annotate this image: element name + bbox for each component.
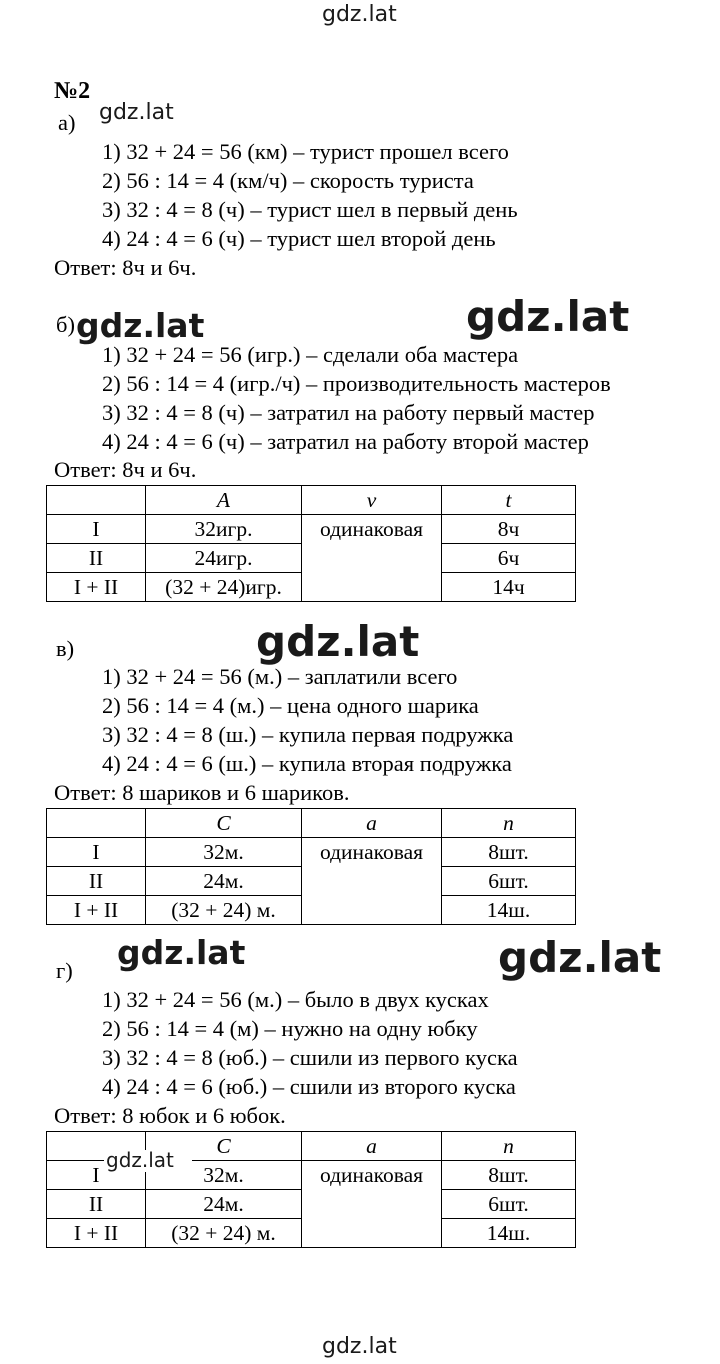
watermark: gdz.lat — [76, 306, 205, 345]
solution-line: 2) 56 : 14 = 4 (м) – нужно на одну юбку — [102, 1016, 478, 1041]
table-header-cell: v — [302, 486, 442, 515]
solution-line: 3) 32 : 4 = 8 (ч) – затратил на работу первый мастер — [102, 400, 595, 425]
table-cell: 14ч — [442, 573, 576, 602]
table-header-cell: C — [146, 809, 302, 838]
table-cell: 14ш. — [442, 1219, 576, 1248]
watermark: gdz.lat — [256, 617, 420, 666]
solution-line: 4) 24 : 4 = 6 (ч) – затратил на работу второй мастер — [102, 429, 589, 454]
table-cell: I + II — [47, 1219, 146, 1248]
part-label: в) — [56, 636, 75, 661]
data-table — [46, 485, 576, 602]
table-header-cell: A — [146, 486, 302, 515]
solution-line: 2) 56 : 14 = 4 (м.) – цена одного шарика — [102, 693, 479, 718]
part-label: б) — [56, 312, 75, 337]
solution-line: 2) 56 : 14 = 4 (км/ч) – скорость туриста — [102, 168, 474, 193]
watermark-bottom: gdz.lat — [322, 1334, 397, 1359]
part-label: а) — [58, 110, 76, 135]
table-cell: II — [47, 867, 146, 896]
table-header-cell: a — [302, 809, 442, 838]
table-cell: 32м. — [146, 1161, 302, 1190]
table-cell: 24игр. — [146, 544, 302, 573]
table-header-cell: a — [302, 1132, 442, 1161]
watermark: gdz.lat — [466, 292, 630, 341]
table-cell: 8шт. — [442, 1161, 576, 1190]
table-cell: II — [47, 544, 146, 573]
table-cell: (32 + 24) м. — [146, 1219, 302, 1248]
table-cell: 6шт. — [442, 867, 576, 896]
table-cell: 24м. — [146, 867, 302, 896]
answer-line: Ответ: 8 шариков и 6 шариков. — [54, 780, 350, 805]
table-cell: I — [47, 1161, 146, 1190]
watermark-top: gdz.lat — [322, 2, 397, 27]
table-cell: I — [47, 515, 146, 544]
table-cell: одинаковая — [302, 515, 442, 602]
table-cell: I + II — [47, 896, 146, 925]
task-number: №2 — [54, 78, 91, 104]
data-table — [46, 808, 576, 925]
table-cell: 6шт. — [442, 1190, 576, 1219]
table-cell: I + II — [47, 573, 146, 602]
table-cell: 8ч — [442, 515, 576, 544]
watermark: gdz.lat — [99, 100, 174, 125]
solution-line: 1) 32 + 24 = 56 (м.) – заплатили всего — [102, 664, 458, 689]
table-header-cell — [47, 486, 146, 515]
table-cell: I — [47, 838, 146, 867]
solution-line: 3) 32 : 4 = 8 (ч) – турист шел в первый день — [102, 197, 518, 222]
table-cell: (32 + 24)игр. — [146, 573, 302, 602]
solution-line: 3) 32 : 4 = 8 (ш.) – купила первая подружка — [102, 722, 514, 747]
solution-line: 1) 32 + 24 = 56 (м.) – было в двух кусках — [102, 987, 489, 1012]
watermark: gdz.lat — [106, 1148, 174, 1172]
answer-line: Ответ: 8ч и 6ч. — [54, 457, 197, 482]
table-header-cell: t — [442, 486, 576, 515]
table-header-cell: n — [442, 1132, 576, 1161]
table-header-cell: n — [442, 809, 576, 838]
table-cell: 24м. — [146, 1190, 302, 1219]
solution-line: 1) 32 + 24 = 56 (км) – турист прошел всего — [102, 139, 509, 164]
table-cell: 6ч — [442, 544, 576, 573]
table-cell: 8шт. — [442, 838, 576, 867]
table-cell: 32игр. — [146, 515, 302, 544]
table-cell: одинаковая — [302, 1161, 442, 1248]
table-header-cell — [47, 809, 146, 838]
solution-line: 4) 24 : 4 = 6 (ш.) – купила вторая подружка — [102, 751, 512, 776]
solution-line: 1) 32 + 24 = 56 (игр.) – сделали оба мастера — [102, 342, 519, 367]
table-cell: одинаковая — [302, 838, 442, 925]
table-cell: 14ш. — [442, 896, 576, 925]
solution-line: 2) 56 : 14 = 4 (игр./ч) – производительность мастеров — [102, 371, 611, 396]
answer-line: Ответ: 8ч и 6ч. — [54, 255, 197, 280]
answer-line: Ответ: 8 юбок и 6 юбок. — [54, 1103, 286, 1128]
watermark: gdz.lat — [498, 933, 662, 982]
solution-line: 3) 32 : 4 = 8 (юб.) – сшили из первого куска — [102, 1045, 518, 1070]
solution-line: 4) 24 : 4 = 6 (ч) – турист шел второй день — [102, 226, 496, 251]
table-header-cell: C — [146, 1132, 302, 1161]
part-label: г) — [56, 958, 73, 983]
table-cell: II — [47, 1190, 146, 1219]
solution-line: 4) 24 : 4 = 6 (юб.) – сшили из второго куска — [102, 1074, 516, 1099]
watermark: gdz.lat — [117, 933, 246, 972]
table-cell: 32м. — [146, 838, 302, 867]
table-cell: (32 + 24) м. — [146, 896, 302, 925]
